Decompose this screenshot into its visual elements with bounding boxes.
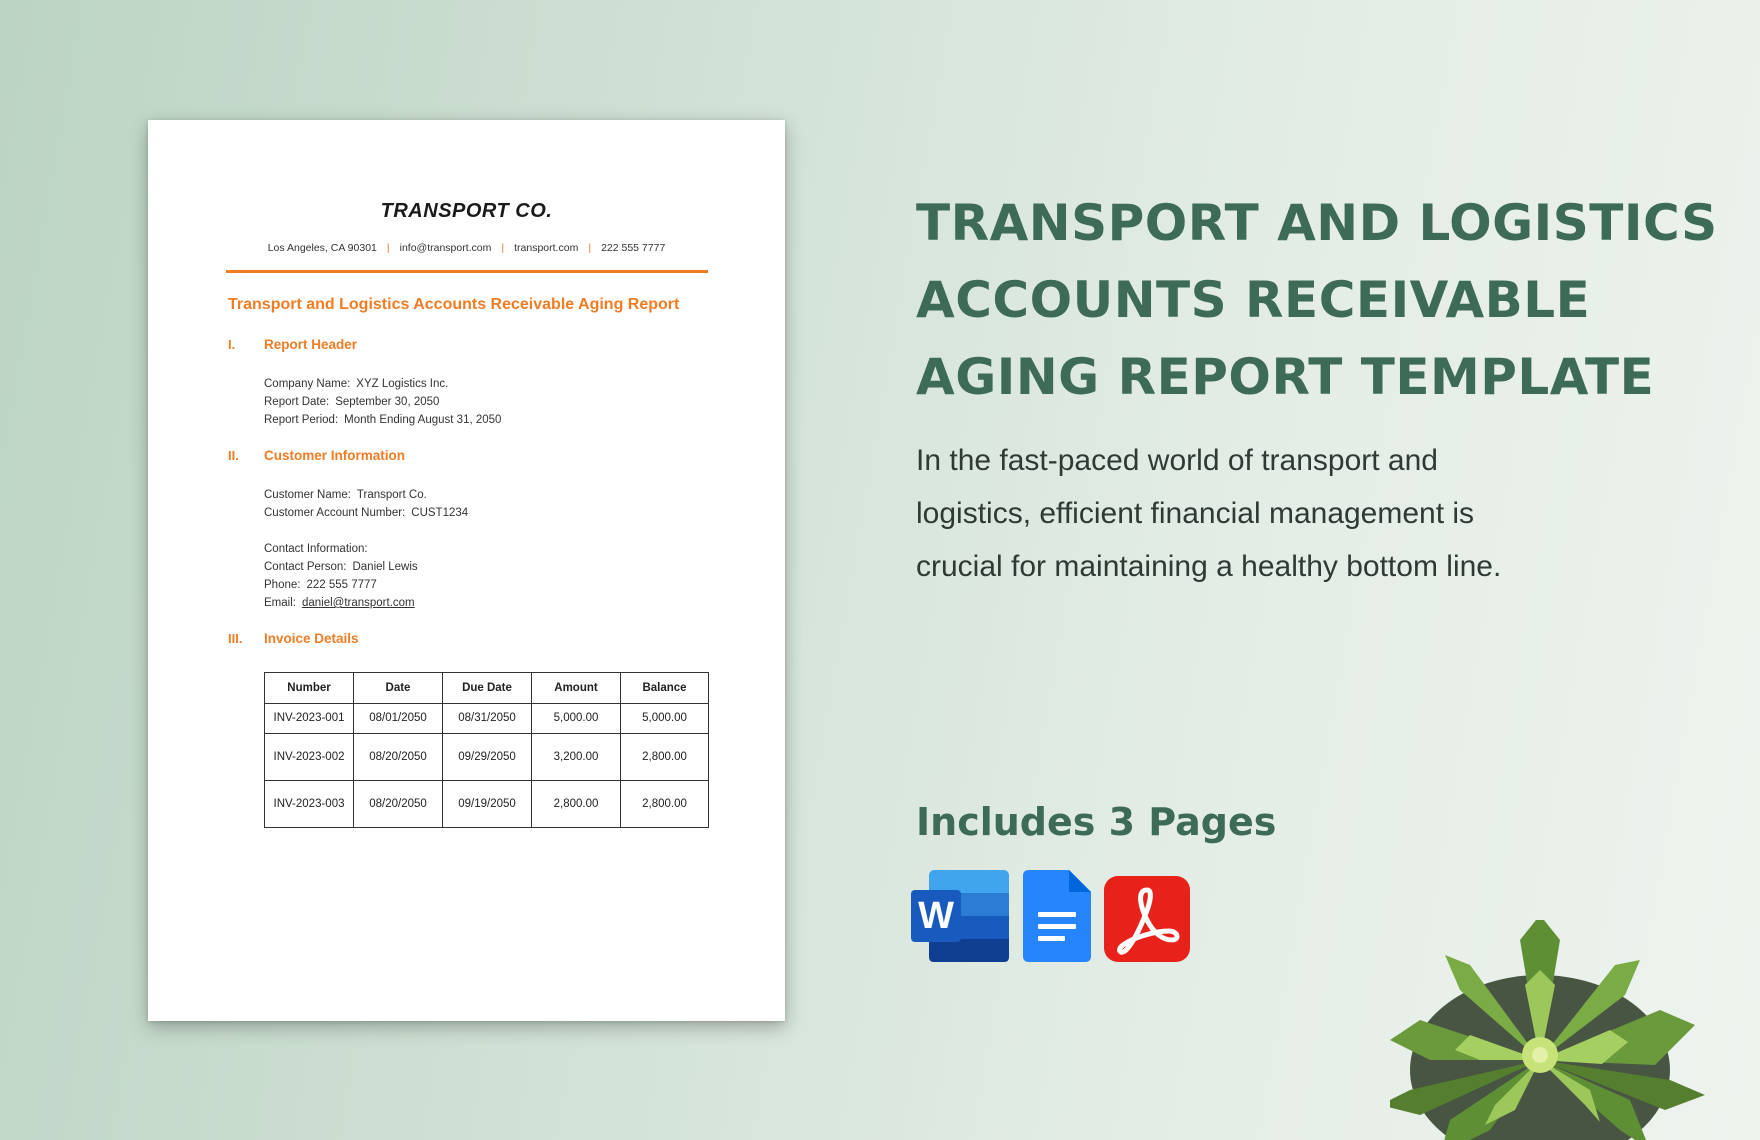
pdf-icon[interactable]	[1104, 876, 1190, 962]
company-name: TRANSPORT CO.	[380, 200, 553, 222]
table-cell: 08/31/2050	[443, 704, 532, 734]
email-link[interactable]: daniel@transport.com	[301, 597, 415, 609]
table-cell: INV-2023-002	[265, 734, 354, 781]
table-cell: INV-2023-001	[265, 704, 354, 734]
email-line: Email: daniel@transport.com	[264, 597, 415, 609]
table-cell: 3,200.00	[532, 734, 621, 781]
contact-website: transport.com	[514, 242, 579, 254]
table-cell: 08/20/2050	[354, 734, 443, 781]
table-header-row	[265, 673, 709, 704]
column-header: Balance	[621, 673, 709, 704]
table-cell: 2,800.00	[621, 734, 709, 781]
svg-text:W: W	[918, 895, 954, 937]
template-description	[916, 434, 1596, 593]
table-cell: 5,000.00	[621, 704, 709, 734]
headline-line: AGING REPORT TEMPLATE	[916, 348, 1655, 406]
section-title: Report Header	[264, 337, 358, 352]
column-header: Amount	[532, 673, 621, 704]
template-headline	[916, 185, 1716, 416]
section-number: I.	[228, 337, 236, 352]
description-line: crucial for maintaining a healthy bottom line.	[916, 550, 1502, 583]
table-cell: 09/19/2050	[443, 781, 532, 828]
google-docs-icon[interactable]	[1023, 870, 1091, 962]
contact-info-line: Contact Information:	[264, 543, 368, 555]
header-divider	[226, 270, 708, 273]
description-line: logistics, efficient financial management is	[916, 497, 1475, 530]
table-cell: 5,000.00	[532, 704, 621, 734]
description-line: In the fast-paced world of transport and	[916, 444, 1438, 477]
table-row	[265, 704, 709, 734]
contact-line: Los Angeles, CA 90301 | info@transport.com | transport.com | 222 555 7777	[267, 242, 666, 254]
account-number-line: Customer Account Number: CUST1234	[264, 507, 469, 519]
contact-person-line: Contact Person: Daniel Lewis	[264, 561, 418, 573]
document-page	[148, 120, 785, 1021]
table-row	[265, 781, 709, 828]
table-cell: 08/01/2050	[354, 704, 443, 734]
pages-count: Includes 3 Pages	[916, 800, 1277, 844]
table-cell: INV-2023-003	[265, 781, 354, 828]
section-title: Customer Information	[264, 448, 406, 463]
customer-name-line: Customer Name: Transport Co.	[264, 489, 427, 501]
report-date-line: Report Date: September 30, 2050	[264, 396, 440, 408]
invoice-table	[264, 672, 709, 828]
section-number: II.	[228, 448, 239, 463]
headline-line: ACCOUNTS RECEIVABLE	[916, 271, 1591, 329]
column-header: Number	[265, 673, 354, 704]
contact-phone: 222 555 7777	[601, 242, 666, 254]
contact-email: info@transport.com	[399, 242, 492, 254]
table-cell: 2,800.00	[621, 781, 709, 828]
report-title: Transport and Logistics Accounts Receivable Aging Report	[228, 296, 680, 313]
succulent-plant-image	[1390, 920, 1760, 1140]
phone-line: Phone: 222 555 7777	[264, 579, 377, 591]
company-name-line: Company Name: XYZ Logistics Inc.	[264, 378, 449, 390]
column-header: Due Date	[443, 673, 532, 704]
table-row	[265, 734, 709, 781]
table-cell: 2,800.00	[532, 781, 621, 828]
contact-address: Los Angeles, CA 90301	[267, 242, 377, 254]
report-period-line: Report Period: Month Ending August 31, 2050	[264, 414, 502, 426]
table-cell: 09/29/2050	[443, 734, 532, 781]
column-header: Date	[354, 673, 443, 704]
headline-line: TRANSPORT AND LOGISTICS	[916, 194, 1718, 252]
word-icon[interactable]	[911, 870, 1009, 962]
table-cell: 08/20/2050	[354, 781, 443, 828]
section-title: Invoice Details	[264, 631, 359, 646]
section-number: III.	[228, 631, 243, 646]
